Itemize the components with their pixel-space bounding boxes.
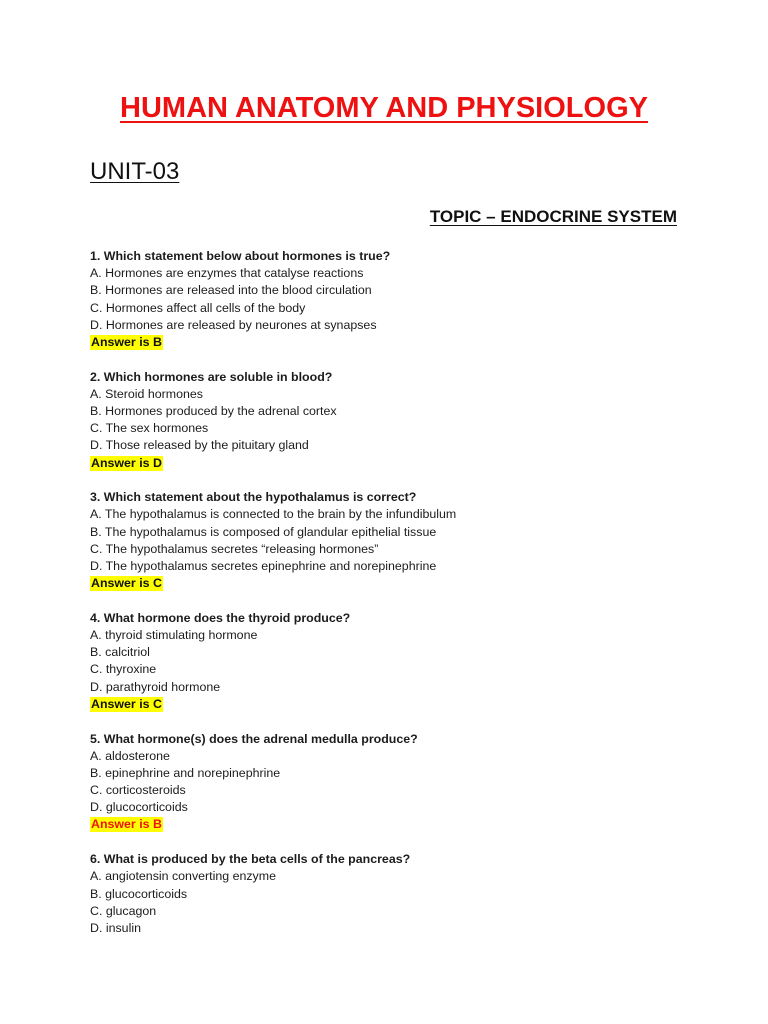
option-a: A. Steroid hormones <box>90 386 203 401</box>
document-title-text: HUMAN ANATOMY AND PHYSIOLOGY <box>120 92 648 124</box>
option-b: B. epinephrine and norepinephrine <box>90 765 281 780</box>
answer-label: Answer is B <box>91 817 162 832</box>
unit-heading <box>90 158 179 186</box>
option-d: D. The hypothalamus secretes epinephrine and norepinephrine <box>90 559 437 573</box>
option-d: D. glucocorticoids <box>90 800 188 815</box>
option-d: D. insulin <box>90 920 141 935</box>
question-6 <box>90 851 710 937</box>
question-5 <box>90 731 710 834</box>
option-c: C. The sex hormones <box>90 421 209 436</box>
option-d: D. Those released by the pituitary gland <box>90 438 309 453</box>
topic-heading <box>430 207 677 227</box>
option-d: D. Hormones are released by neurones at synapses <box>90 317 377 332</box>
option-b: B. calcitriol <box>90 645 150 660</box>
question-3 <box>90 489 710 592</box>
option-c: C. thyroxine <box>90 662 157 677</box>
question-1 <box>90 248 710 351</box>
option-a: A. Hormones are enzymes that catalyse reactions <box>90 266 364 281</box>
option-b: B. Hormones are released into the blood circulation <box>90 283 372 298</box>
option-a: A. thyroid stimulating hormone <box>90 628 258 643</box>
option-d: D. parathyroid hormone <box>90 679 221 694</box>
answer-label: Answer is C <box>91 696 162 711</box>
option-b: B. Hormones produced by the adrenal cortex <box>90 404 337 418</box>
option-c: C. Hormones affect all cells of the body <box>90 300 306 315</box>
option-c: C. The hypothalamus secretes “releasing hormones” <box>90 541 379 556</box>
question-4 <box>90 610 710 713</box>
unit-heading-text: UNIT-03 <box>90 158 180 185</box>
question-2 <box>90 369 710 472</box>
question-text: 6. What is produced by the beta cells of the pancreas? <box>90 852 411 867</box>
answer-label: Answer is C <box>91 576 162 591</box>
document-title <box>0 92 768 125</box>
question-list <box>90 248 710 955</box>
answer-label: Answer is B <box>91 334 162 349</box>
option-c: C. glucagon <box>90 903 157 918</box>
option-b: B. glucocorticoids <box>90 886 188 901</box>
question-text: 4. What hormone does the thyroid produce? <box>90 610 351 625</box>
topic-heading-text: TOPIC – ENDOCRINE SYSTEM <box>429 207 677 226</box>
option-c: C. corticosteroids <box>90 783 186 798</box>
question-text: 1. Which statement below about hormones is true? <box>90 249 391 263</box>
question-text: 5. What hormone(s) does the adrenal medulla produce? <box>90 731 418 746</box>
option-b: B. The hypothalamus is composed of glandular epithelial tissue <box>90 524 437 539</box>
question-text: 3. Which statement about the hypothalamus is correct? <box>90 490 417 505</box>
answer-label: Answer is D <box>91 455 162 470</box>
option-a: A. angiotensin converting enzyme <box>90 869 276 884</box>
option-a: A. The hypothalamus is connected to the brain by the infundibulum <box>90 507 457 522</box>
option-a: A. aldosterone <box>90 748 170 763</box>
question-text: 2. Which hormones are soluble in blood? <box>90 369 333 384</box>
